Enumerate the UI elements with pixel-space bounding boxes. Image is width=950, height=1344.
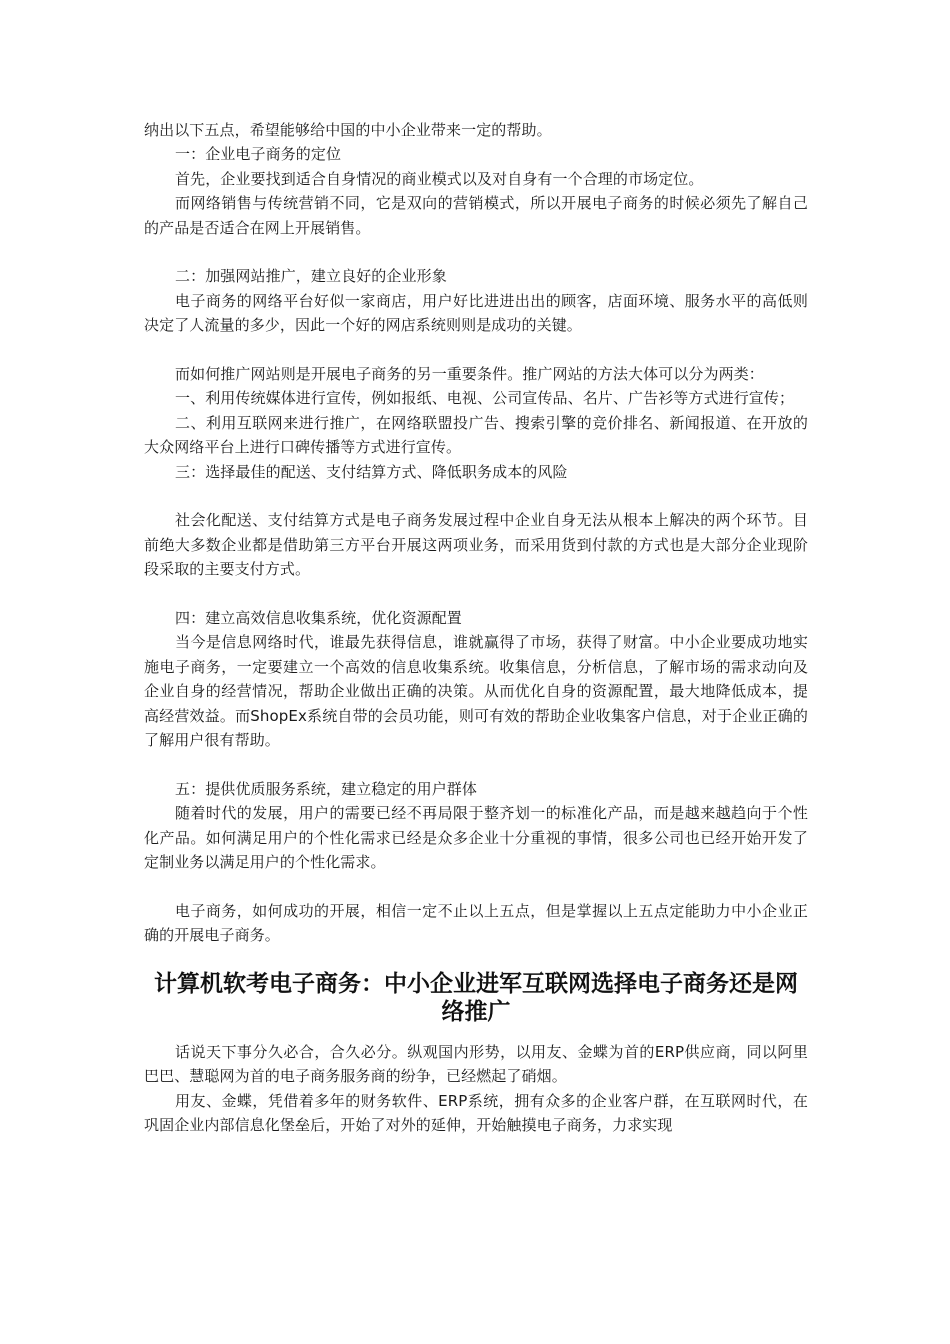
paragraph: 随着时代的发展，用户的需要已经不再局限于整齐划一的标准化产品，而是越来越趋向于个性化产品。如何满足用户的个性化需求已经是众多企业十分重视的事情，很多公司也已经开始开发了定制业务以满足用户的个性化需求。	[144, 804, 808, 872]
blank-line	[144, 753, 808, 777]
paragraph: 电子商务的网络平台好似一家商店，用户好比进进出出的顾客，店面环境、服务水平的高低则决定了人流量的多少，因此一个好的网店系统则则是成功的关键。	[144, 291, 808, 335]
paragraph: 二、利用互联网来进行推广，在网络联盟投广告、搜索引擎的竞价排名、新闻报道、在开放的大众网络平台上进行口碑传播等方式进行宣传。	[144, 413, 808, 457]
paragraph: 三：选择最佳的配送、支付结算方式、降低职务成本的风险	[175, 462, 568, 481]
paragraph: 社会化配送、支付结算方式是电子商务发展过程中企业自身无法从根本上解决的两个环节。目前绝大多数企业都是借助第三方平台开展这两项业务，而采用货到付款的方式也是大部分企业现阶段采取的主要支付方式。	[144, 511, 808, 579]
article-section-2	[144, 1040, 808, 1138]
paragraph: 电子商务，如何成功的开展，相信一定不止以上五点，但是掌握以上五点定能助力中小企业正确的开展电子商务。	[144, 901, 808, 945]
paragraph: 二：加强网站推广，建立良好的企业形象	[175, 267, 447, 286]
document-body	[144, 118, 808, 1137]
paragraph: 一、利用传统媒体进行宣传，例如报纸、电视、公司宣传品、名片、广告衫等方式进行宣传；	[175, 389, 795, 408]
paragraph: 用友、金蝶，凭借着多年的财务软件、ERP系统，拥有众多的企业客户群，在互联网时代，在巩固企业内部信息化堡垒后，开始了对外的延伸，开始触摸电子商务，力求实现	[144, 1091, 808, 1134]
paragraph: 纳出以下五点，希望能够给中国的中小企业带来一定的帮助。	[144, 121, 552, 139]
paragraph: 四：建立高效信息收集系统，优化资源配置	[175, 609, 462, 628]
blank-line	[144, 582, 808, 606]
blank-line	[144, 875, 808, 899]
paragraph: 当今是信息网络时代，谁最先获得信息，谁就赢得了市场，获得了财富。中小企业要成功地实施电子商务，一定要建立一个高效的信息收集系统。收集信息，分析信息，了解市场的需求动向及企业自身的经营情况，帮助企业做出正确的决策。从而优化自身的资源配置，最大地降低成本，提高经营效益。而ShopEx系统自带的会员功能，则可有效的帮助企业收集客户信息，对于企业正确的了解用户很有帮助。	[144, 633, 808, 750]
paragraph: 五：提供优质服务系统，建立稳定的用户群体	[175, 779, 478, 798]
paragraph: 而网络销售与传统营销不同，它是双向的营销模式，所以开展电子商务的时候必须先了解自己的产品是否适合在网上开展销售。	[144, 194, 808, 237]
article-section-1	[144, 118, 808, 948]
paragraph: 一：企业电子商务的定位	[175, 145, 342, 164]
blank-line	[144, 484, 808, 508]
blank-line	[144, 338, 808, 362]
paragraph: 首先，企业要找到适合自身情况的商业模式以及对自身有一个合理的市场定位。	[175, 169, 704, 188]
paragraph: 话说天下事分久必合，合久必分。纵观国内形势，以用友、金蝶为首的ERP供应商，同以阿里巴巴、慧聪网为首的电子商务服务商的纷争，已经燃起了硝烟。	[144, 1042, 808, 1086]
blank-line	[144, 240, 808, 264]
paragraph: 而如何推广网站则是开展电子商务的另一重要条件。推广网站的方法大体可以分为两类：	[175, 365, 764, 384]
section-heading: 计算机软考电子商务：中小企业进军互联网选择电子商务还是网络推广	[154, 970, 798, 1025]
